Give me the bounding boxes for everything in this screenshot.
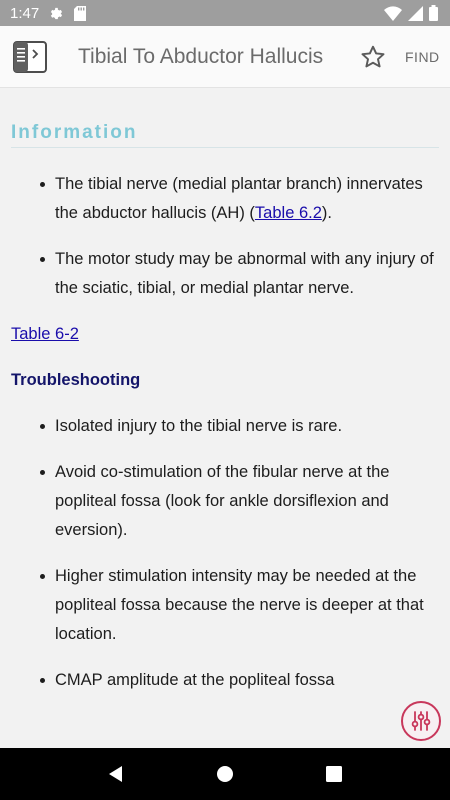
list-item: Isolated injury to the tibial nerve is rare. bbox=[11, 412, 439, 441]
navigation-bar bbox=[0, 748, 450, 800]
book-toc-icon[interactable] bbox=[12, 39, 48, 75]
status-time: 1:47 bbox=[10, 4, 40, 22]
list-item: CMAP amplitude at the popliteal fossa bbox=[11, 666, 439, 695]
page-title: Tibial To Abductor Hallucis bbox=[78, 44, 324, 68]
find-button[interactable]: FIND bbox=[405, 48, 440, 65]
list-item: The motor study may be abnormal with any injury of the sciatic, tibial, or medial plantar nerve. bbox=[11, 245, 439, 303]
table-6-2-link[interactable]: Table 6-2 bbox=[11, 325, 79, 343]
settings-fab-button[interactable] bbox=[401, 701, 441, 741]
gear-icon bbox=[49, 6, 64, 21]
bullet-text: ). bbox=[321, 204, 332, 222]
home-icon[interactable] bbox=[210, 759, 240, 789]
list-item: Avoid co-stimulation of the fibular nerve at the popliteal fossa (look for ankle dorsiflexion and eversion). bbox=[11, 458, 439, 545]
bullet-text: The tibial nerve (medial plantar branch) innervates the abductor hallucis (AH) ( bbox=[55, 175, 423, 222]
content-area[interactable] bbox=[0, 89, 450, 748]
troubleshooting-heading: Troubleshooting bbox=[11, 371, 141, 389]
list-item bbox=[11, 170, 439, 228]
list-item: Higher stimulation intensity may be needed at the popliteal fossa because the nerve is deeper at that location. bbox=[11, 562, 439, 649]
sliders-icon bbox=[409, 709, 433, 733]
wifi-icon bbox=[384, 6, 402, 21]
sd-card-icon bbox=[74, 6, 86, 21]
section-heading: Information bbox=[11, 122, 439, 148]
signal-icon bbox=[408, 6, 423, 21]
app-bar bbox=[0, 26, 450, 88]
battery-icon bbox=[429, 5, 438, 21]
table-6-2-inline-link[interactable]: Table 6.2 bbox=[254, 204, 322, 222]
status-bar bbox=[0, 0, 450, 26]
back-icon[interactable] bbox=[101, 759, 131, 789]
recents-icon[interactable] bbox=[319, 759, 349, 789]
star-icon[interactable] bbox=[357, 41, 389, 73]
troubleshooting-list bbox=[11, 412, 439, 695]
information-list bbox=[11, 170, 439, 303]
